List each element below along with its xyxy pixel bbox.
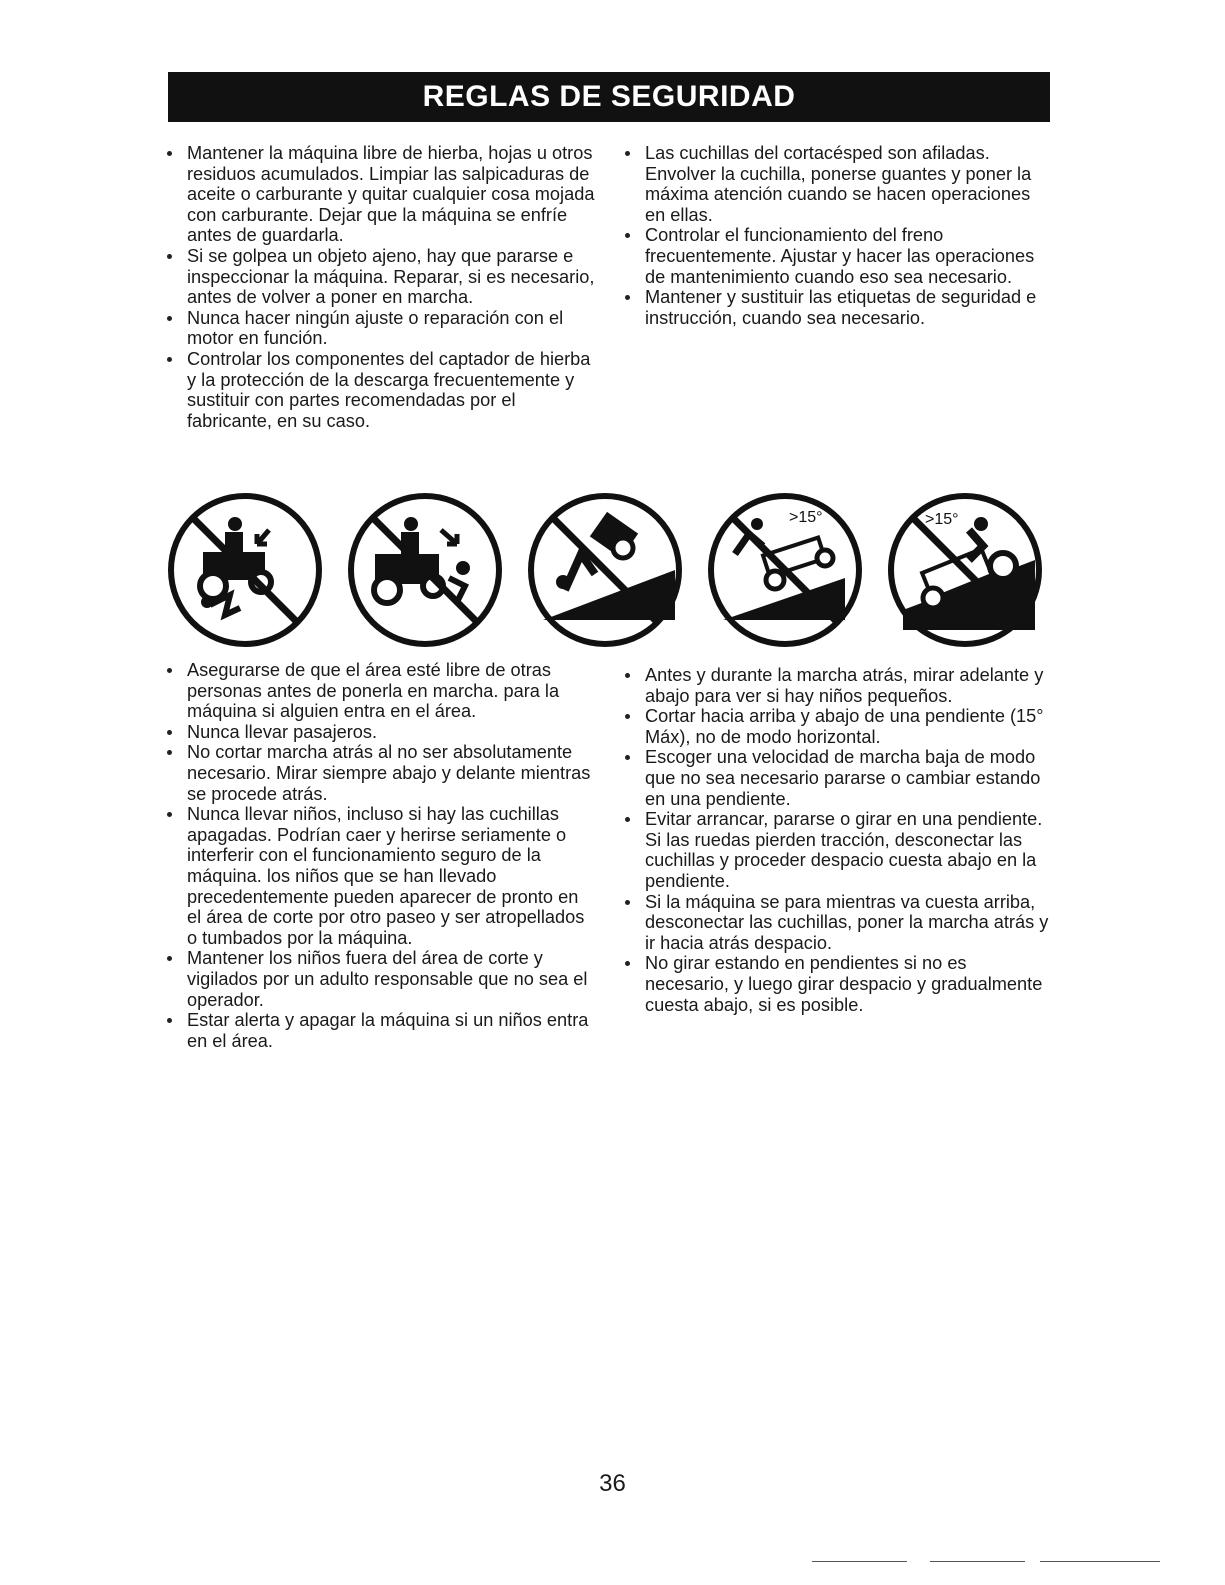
rule-item: Cortar hacia arriba y abajo de una pendiente (15° Máx), no de modo horizontal. (623, 706, 1053, 747)
bullet (625, 295, 630, 300)
rule-item: Si la máquina se para mientras va cuesta arriba, desconectar las cuchillas, poner la marcha atrás y ir hacia atrás despacio. (623, 892, 1053, 954)
bullet (625, 961, 630, 966)
section-title-banner: REGLAS DE SEGURIDAD (168, 72, 1050, 122)
slope-limit-label: >15° (925, 511, 959, 528)
footer-rule (1040, 1561, 1160, 1562)
footer-rule (930, 1561, 1025, 1562)
safety-rules-bottom-left (165, 660, 595, 1051)
bullet (167, 730, 172, 735)
rule-item: Mantener y sustituir las etiquetas de seguridad e instrucción, cuando sea necesario. (623, 287, 1053, 328)
safety-pictograms (0, 490, 1225, 650)
no-tipping-on-slope-icon (525, 490, 685, 650)
bullet (167, 151, 172, 156)
bullet (167, 357, 172, 362)
rule-item: Controlar los componentes del captador de hierba y la protección de la descarga frecuentemente y sustituir con partes recomendadas por el fabricante, en su caso. (165, 349, 595, 431)
slope-max-15-downhill-icon (885, 490, 1045, 650)
rule-item: Mantener los niños fuera del área de corte y vigilados por un adulto responsable que no sea el operador. (165, 948, 595, 1010)
bullet (625, 673, 630, 678)
rule-item: Asegurarse de que el área esté libre de otras personas antes de ponerla en marcha. para la máquina si alguien entra en el área. (165, 660, 595, 722)
slope-max-15-uphill-icon (705, 490, 865, 650)
bullet (625, 817, 630, 822)
rule-item: Las cuchillas del cortacésped son afiladas. Envolver la cuchilla, ponerse guantes y poner la máxima atención cuando se hacen operaciones en ellas. (623, 143, 1053, 225)
footer-rule (812, 1561, 907, 1562)
bullet (625, 900, 630, 905)
bullet (167, 254, 172, 259)
rule-item: Evitar arrancar, pararse o girar en una pendiente. Si las ruedas pierden tracción, desconectar las cuchillas y proceder despacio cuesta abajo en la pendiente. (623, 809, 1053, 891)
bullet (167, 956, 172, 961)
bullet (625, 233, 630, 238)
rule-item: Antes y durante la marcha atrás, mirar adelante y abajo para ver si hay niños pequeños. (623, 665, 1053, 706)
no-bystanders-icon (165, 490, 325, 650)
rule-item: No girar estando en pendientes si no es necesario, y luego girar despacio y gradualmente cuesta abajo, si es posible. (623, 953, 1053, 1015)
rule-item: Mantener la máquina libre de hierba, hojas u otros residuos acumulados. Limpiar las salpicaduras de aceite o carburante y quitar cualquier cosa mojada con carburante. Dejar que la máquina se enfríe antes de guardarla. (165, 143, 595, 246)
rule-item: Controlar el funcionamiento del freno frecuentemente. Ajustar y hacer las operaciones de mantenimiento cuando eso sea necesario. (623, 225, 1053, 287)
rule-item: Nunca llevar pasajeros. (165, 722, 595, 743)
bullet (167, 750, 172, 755)
bullet (167, 1018, 172, 1023)
rule-item: Estar alerta y apagar la máquina si un niños entra en el área. (165, 1010, 595, 1051)
rule-item: Si se golpea un objeto ajeno, hay que pararse e inspeccionar la máquina. Reparar, si es necesario, antes de volver a poner en marcha. (165, 246, 595, 308)
bullet (167, 316, 172, 321)
slope-limit-label: >15° (789, 509, 823, 526)
rule-item: Nunca hacer ningún ajuste o reparación con el motor en función. (165, 308, 595, 349)
rule-item: No cortar marcha atrás al no ser absolutamente necesario. Mirar siempre abajo y delante mientras se procede atrás. (165, 742, 595, 804)
page-number: 36 (599, 1470, 626, 1497)
bullet (167, 668, 172, 673)
rule-item: Escoger una velocidad de marcha baja de modo que no sea necesario pararse o cambiar estando en una pendiente. (623, 747, 1053, 809)
bullet (167, 812, 172, 817)
bullet (625, 714, 630, 719)
rule-item: Nunca llevar niños, incluso si hay las cuchillas apagadas. Podrían caer y herirse seriamente o interferir con el funcionamiento seguro de la máquina. los niños que se han llevado precedentemente pueden aparecer de pronto en el área de corte por otro paseo y ser atropellados o tumbados por la máquina. (165, 804, 595, 948)
no-children-near-mower-icon (345, 490, 505, 650)
bullet (625, 755, 630, 760)
bullet (625, 151, 630, 156)
safety-rules-bottom-right (623, 665, 1053, 1015)
safety-rules-top-right (623, 143, 1053, 328)
safety-rules-top-left (165, 143, 595, 431)
